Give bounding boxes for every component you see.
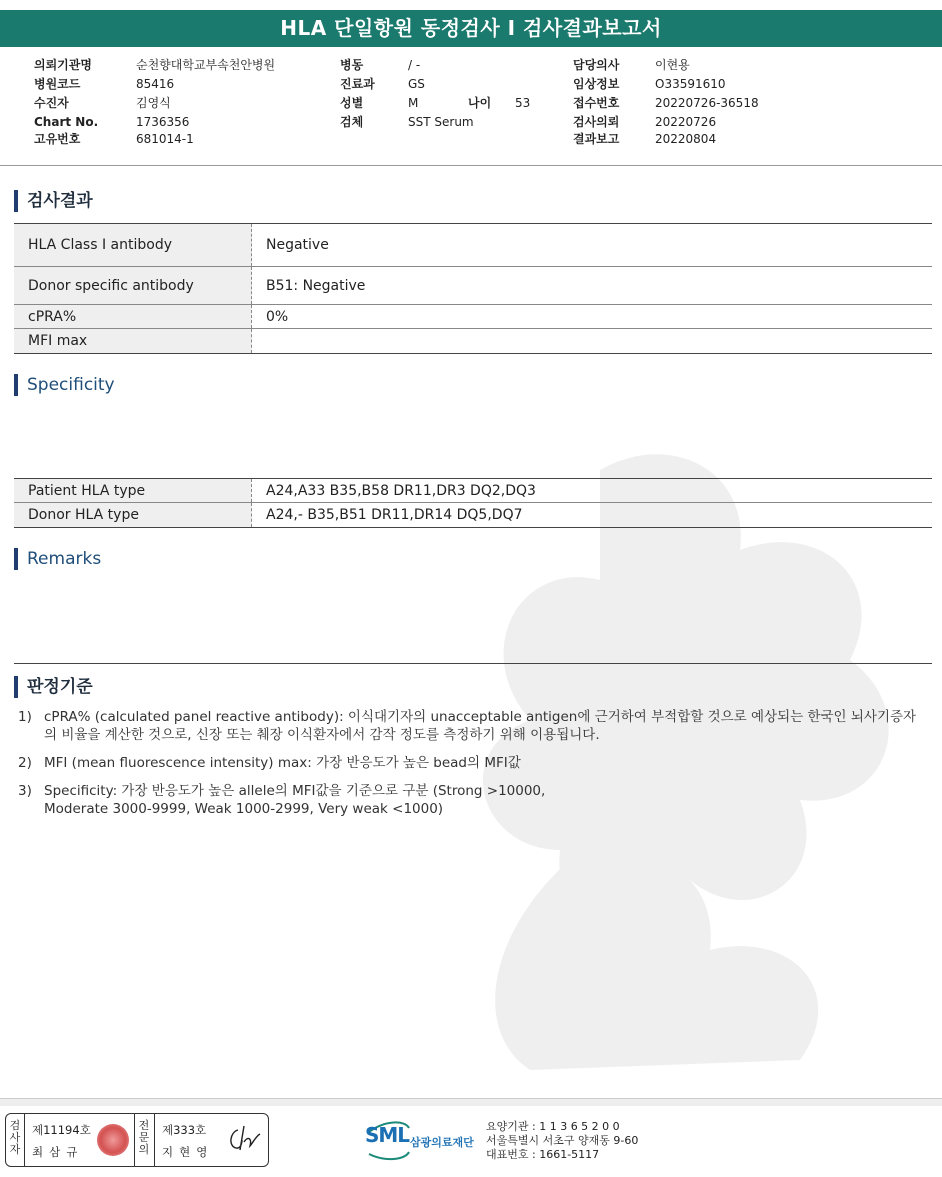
info-label: 고유번호 [34, 132, 81, 146]
section-title-specificity: Specificity [14, 374, 115, 396]
item-text: Specificity: 가장 반응도가 높은 allele의 MFI값을 기준으로 구분 (Strong >10000, Moderate 3000-9999, Weak 1000-2999, Very weak <1000) [44, 783, 546, 817]
table-row [14, 267, 932, 305]
specialist-label: 전 문 의 [138, 1119, 150, 1156]
info-label: Chart No. [34, 115, 99, 129]
row-value: Negative [266, 237, 329, 253]
footer-divider [0, 1098, 942, 1106]
inspector-name: 최삼규 [32, 1145, 84, 1159]
hla-type-table [14, 478, 932, 528]
info-value: 85416 [136, 77, 175, 91]
info-label: 성별 [340, 96, 364, 110]
info-value: 순천향대학교부속천안병원 [136, 58, 276, 72]
info-value: GS [408, 77, 425, 91]
info-label: 수진자 [34, 96, 69, 110]
info-label: 담당의사 [573, 58, 620, 72]
company-info [486, 1120, 638, 1162]
row-value: A24,A33 B35,B58 DR11,DR3 DQ2,DQ3 [266, 482, 536, 499]
row-value: A24,- B35,B51 DR11,DR14 DQ5,DQ7 [266, 507, 523, 523]
row-label: Donor HLA type [14, 503, 252, 527]
divider [154, 1114, 155, 1166]
company-line: 대표번호 : 1661-5117 [486, 1148, 600, 1161]
divider [14, 663, 932, 664]
age-label: 나이 [468, 96, 492, 110]
results-table [14, 223, 932, 354]
inspector-number: 제11194호 [32, 1123, 91, 1137]
divider [134, 1114, 135, 1166]
inspector-label: 검 사 자 [9, 1119, 21, 1156]
signature-icon [224, 1122, 264, 1156]
section-title-criteria: 판정기준 [14, 676, 93, 698]
section-title-remarks: Remarks [14, 548, 101, 570]
divider [24, 1114, 25, 1166]
info-right-column [573, 56, 759, 149]
row-value: 0% [266, 308, 289, 325]
info-label: 접수번호 [573, 96, 620, 110]
info-middle-column [340, 56, 540, 132]
item-number: 3) [18, 783, 32, 799]
item-text: MFI (mean fluorescence intensity) max: 가장 반응도가 높은 bead의 MFI값 [44, 755, 521, 771]
info-label: 검사의뢰 [573, 115, 620, 129]
criteria-list [18, 708, 918, 828]
info-left-column [34, 56, 276, 149]
info-value: 20220726 [655, 115, 717, 129]
item-number: 1) [18, 709, 32, 725]
info-value: / - [408, 58, 421, 72]
sml-logo-text: SML [365, 1123, 410, 1147]
age-value: 53 [515, 96, 531, 110]
info-value: 1736356 [136, 115, 190, 129]
company-line: 서울특별시 서초구 양재동 9-60 [486, 1134, 639, 1147]
divider [0, 165, 942, 166]
info-value: M [408, 96, 419, 110]
seal-icon [97, 1124, 129, 1156]
info-label: 임상정보 [573, 77, 620, 91]
info-value: O33591610 [655, 77, 726, 91]
info-label: 병원코드 [34, 77, 81, 91]
table-row [14, 224, 932, 267]
item-text: cPRA% (calculated panel reactive antibody): 이식대기자의 unacceptable antigen에 근거하여 부적합할 것으로 예상되는 한국인 뇌사기증자의 비율을 계산한 것으로, 신장 또는 췌장 이식환자에서 감작 정도를 측정하기 위해 이용됩니다. [44, 709, 917, 743]
report-title: HLA 단일항원 동정검사 I 검사결과보고서 [0, 10, 942, 47]
specialist-name: 지현영 [162, 1145, 214, 1159]
table-row [14, 305, 932, 329]
patient-info [0, 56, 942, 166]
organization-name: 삼광의료재단 [410, 1136, 474, 1149]
info-value: 김영식 [136, 96, 171, 110]
info-label: 진료과 [340, 77, 375, 91]
signature-box [5, 1113, 269, 1167]
info-value: 20220726-36518 [655, 96, 759, 110]
row-label: Patient HLA type [14, 479, 252, 502]
section-title-results: 검사결과 [14, 190, 93, 212]
row-label: MFI max [14, 329, 252, 353]
specialist-number: 제333호 [162, 1123, 207, 1137]
row-value [252, 329, 932, 353]
info-label: 병동 [340, 58, 364, 72]
list-item [18, 782, 918, 818]
company-line: 요양기관 : 1 1 3 6 5 2 0 0 [486, 1120, 620, 1133]
info-value: 681014-1 [136, 132, 194, 146]
table-row [14, 503, 932, 528]
item-number: 2) [18, 755, 32, 771]
info-label: 검체 [340, 115, 364, 129]
list-item [18, 754, 918, 772]
info-value: SST Serum [408, 115, 474, 129]
info-label: 의뢰기관명 [34, 58, 92, 72]
row-value: B51: Negative [266, 277, 366, 294]
table-row [14, 329, 932, 354]
info-value: 20220804 [655, 132, 717, 146]
list-item [18, 708, 918, 744]
table-row [14, 479, 932, 503]
info-label: 결과보고 [573, 132, 620, 146]
row-label: Donor specific antibody [14, 267, 252, 304]
row-label: HLA Class I antibody [14, 224, 252, 266]
info-value: 이현용 [655, 58, 690, 72]
row-label: cPRA% [14, 305, 252, 328]
